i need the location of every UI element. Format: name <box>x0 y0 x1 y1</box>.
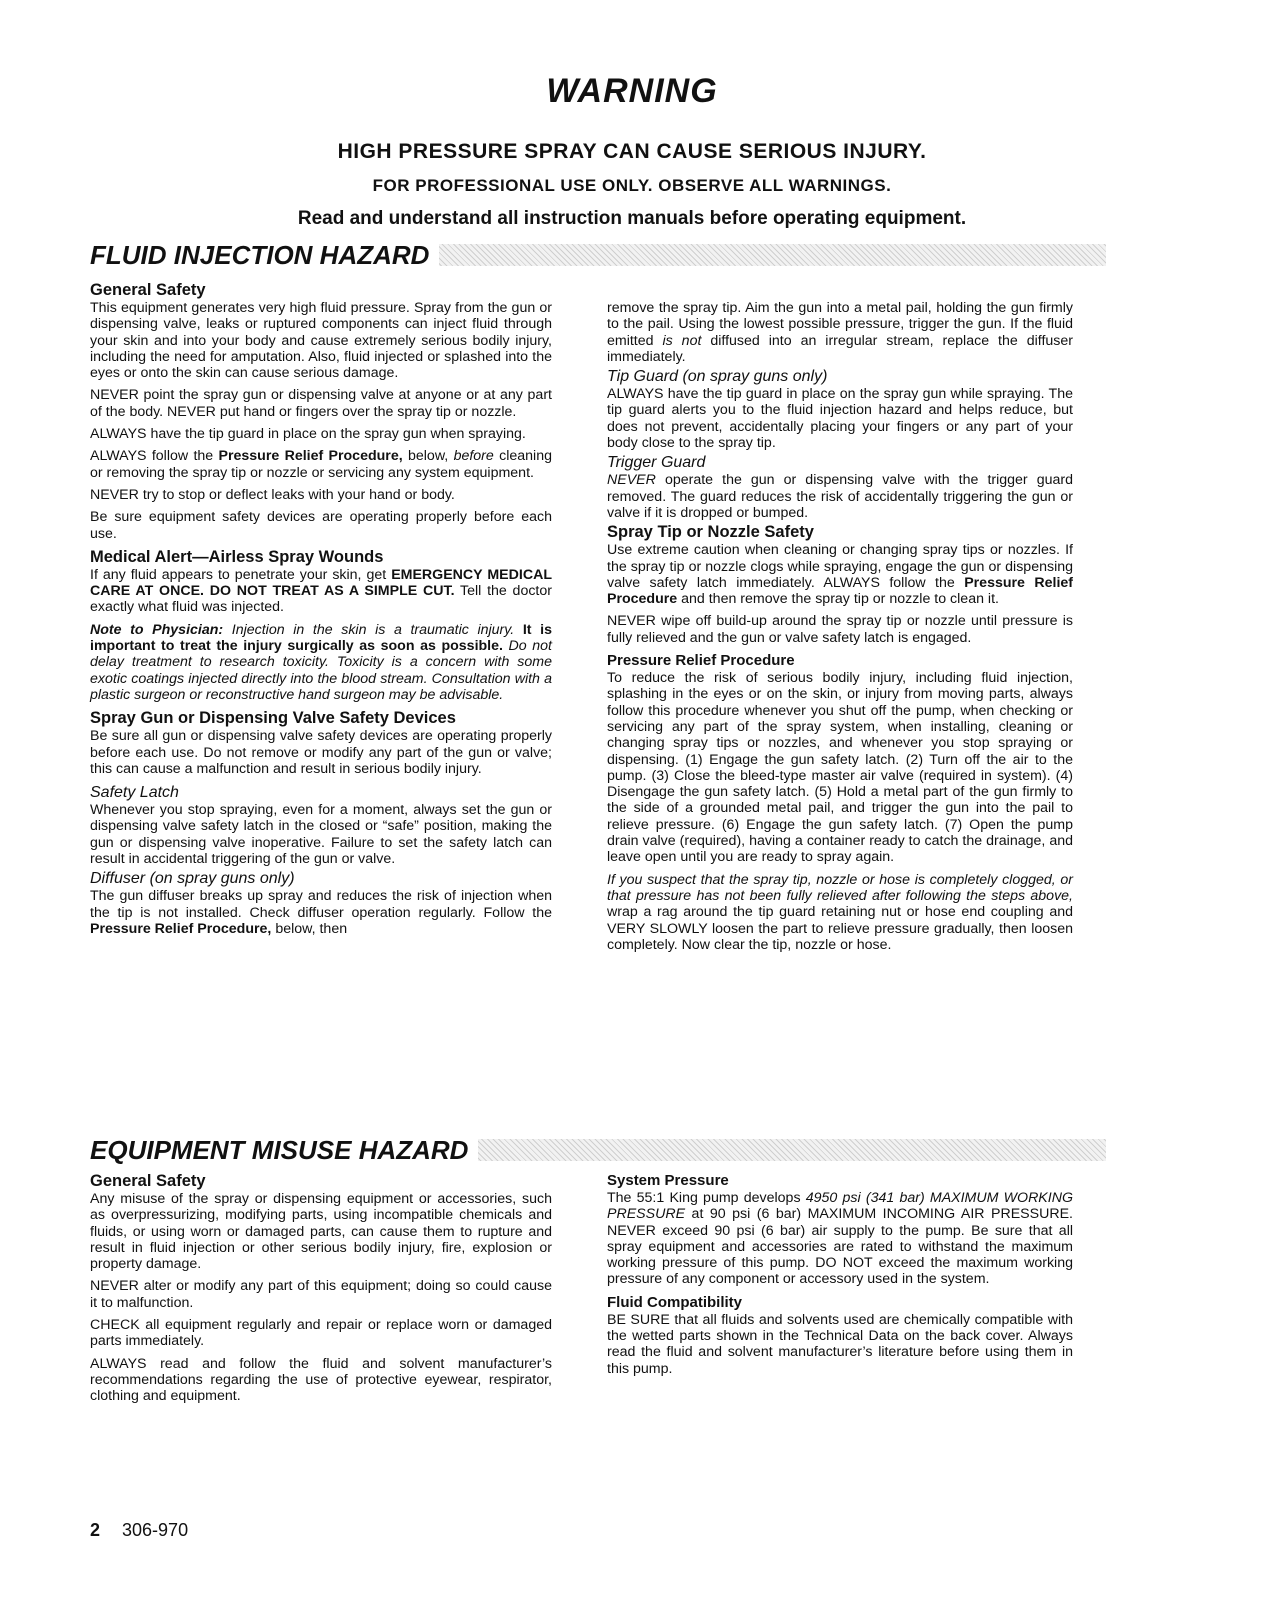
paragraph <box>607 872 1073 953</box>
paragraph: Be sure equipment safety devices are operating properly before each use. <box>90 509 552 542</box>
text: Injection in the skin is a traumatic injury. <box>223 621 523 638</box>
paragraph <box>607 542 1073 607</box>
general-safety-heading: General Safety <box>90 1172 206 1190</box>
paragraph: Whenever you stop spraying, even for a moment, always set the gun or dispensing valve safety latch in the closed or “safe” position, making the gun or dispensing valve inoperative. Failure to set the safety latch can result in accidental triggering of the gun or valve. <box>90 802 552 868</box>
page-footer <box>90 1520 188 1541</box>
text: Note to Physician: <box>90 621 224 638</box>
fluid-compatibility-heading: Fluid Compatibility <box>607 1293 742 1311</box>
medical-alert-heading: Medical Alert—Airless Spray Wounds <box>90 547 384 566</box>
paragraph: CHECK all equipment regularly and repair or replace worn or damaged parts immediately. <box>90 1317 552 1350</box>
text: It is important to treat the injury surgically as soon as possible. <box>90 621 552 655</box>
paragraph: NEVER try to stop or deflect leaks with your hand or body. <box>90 486 455 503</box>
text: If any fluid appears to penetrate your skin, get <box>90 566 392 583</box>
paragraph: NEVER point the spray gun or dispensing valve at anyone or at any part of the body. NEVER put hand or fingers over the spray tip or nozzle. <box>90 387 552 420</box>
paragraph <box>90 448 552 481</box>
text: and then remove the spray tip or nozzle to clean it. <box>677 591 999 608</box>
equipment-misuse-title: EQUIPMENT MISUSE HAZARD <box>90 1135 478 1165</box>
tip-guard-heading: Tip Guard (on spray guns only) <box>607 368 828 386</box>
text: operate the gun or dispensing valve with the trigger guard removed. The guard reduces the risk of accidentally triggering the gun or valve if it is dropped or bumped. <box>607 472 1073 521</box>
fluid-injection-title: FLUID INJECTION HAZARD <box>90 240 439 270</box>
warning-line-3: Read and understand all instruction manuals before operating equipment. <box>297 208 967 229</box>
pressure-relief-ref: Pressure Relief Procedure, <box>90 920 272 937</box>
paragraph <box>90 567 552 616</box>
fluid-injection-section-header <box>90 240 1106 270</box>
text: NEVER <box>607 472 656 489</box>
text: EMERGENCY MEDICAL CARE AT ONCE. DO NOT TREAT AS A SIMPLE CUT. <box>90 566 552 600</box>
diffuser-heading: Diffuser (on spray guns only) <box>90 870 295 888</box>
safety-latch-heading: Safety Latch <box>90 784 179 802</box>
text: is not <box>662 332 702 349</box>
text: before <box>453 448 494 465</box>
pressure-relief-ref: Pressure Relief Procedure, <box>218 448 403 465</box>
text: ALWAYS follow the <box>90 448 219 465</box>
text: Use extreme caution when cleaning or changing spray tips or nozzles. If the spray tip or nozzle clogs while spraying, engage the gun or dispensing valve safety latch immediately. ALWAYS follow the <box>607 542 1073 591</box>
system-pressure-heading: System Pressure <box>607 1172 729 1189</box>
text: Do not delay treatment to research toxicity. Toxicity is a concern with some exotic coatings injected directly into the blood stream. Consultation with a plastic surgeon or reconstructive hand surgeon may be advisable. <box>90 638 552 703</box>
gun-safety-devices-heading: Spray Gun or Dispensing Valve Safety Devices <box>90 709 456 728</box>
paragraph: This equipment generates very high fluid pressure. Spray from the gun or dispensing valve, leaks or ruptured components can inject fluid through your skin and into your body and cause extremely serious bodily injury, including the need for amputation. Also, fluid injected or splashed into the eyes or onto the skin can cause serious damage. <box>90 300 552 382</box>
misuse-left-column <box>90 1170 552 1411</box>
paragraph: ALWAYS have the tip guard in place on the spray gun while spraying. The tip guard alerts you to the fluid injection hazard and helps reduce, but does not prevent, accidentally placing your fingers or any part of your body close to the spray tip. <box>607 386 1073 452</box>
misuse-right-column <box>607 1170 1073 1383</box>
text: Tell the doctor exactly what fluid was injected. <box>90 583 552 616</box>
paragraph <box>90 888 552 937</box>
paragraph <box>607 1190 1073 1288</box>
physician-note <box>90 622 552 703</box>
paragraph: NEVER wipe off build-up around the spray tip or nozzle until pressure is fully relieved and the gun or valve safety latch is engaged. <box>607 613 1073 646</box>
page-number: 2 <box>90 1520 101 1540</box>
paragraph: ALWAYS read and follow the fluid and solvent manufacturer’s recommendations regarding the use of protective eyewear, respirator, clothing and equipment. <box>90 1355 552 1405</box>
nozzle-safety-heading: Spray Tip or Nozzle Safety <box>607 523 814 542</box>
paragraph: BE SURE that all fluids and solvents used are chemically compatible with the wetted parts shown in the Technical Data on the back cover. Always read the fluid and solvent manufacturer’s literature before using them in this pump. <box>607 1311 1073 1377</box>
document-number: 306-970 <box>122 1520 189 1540</box>
text: diffused into an irregular stream, replace the diffuser immediately. <box>607 332 1073 365</box>
text: remove the spray tip. Aim the gun into a metal pail, holding the gun firmly to the pail. Using the lowest possible pressure, trigger the gun. If the fluid emitted <box>607 300 1073 349</box>
text: below, then <box>271 920 348 937</box>
paragraph: Be sure all gun or dispensing valve safety devices are operating properly before each use. Do not remove or modify any part of the gun or valve; this can cause a malfunction and result in serious bodily injury. <box>90 728 552 777</box>
trigger-guard-heading: Trigger Guard <box>607 454 706 472</box>
text: wrap a rag around the tip guard retaining nut or hose end coupling and VERY SLOWLY loosen the part to relieve pressure gradually, then loosen completely. Now clear the tip, nozzle or hose. <box>607 904 1073 953</box>
text: at 90 psi (6 bar) MAXIMUM INCOMING AIR PRESSURE. NEVER exceed 90 psi (6 bar) air supply to the pump. Be sure that all spray equipment and accessories are rated to withstand the maximum working pressure of this pump. DO NOT exceed the maximum working pressure of any component or accessory used in the system. <box>607 1206 1073 1288</box>
fluid-right-column <box>607 300 1073 959</box>
paragraph: NEVER alter or modify any part of this equipment; doing so could cause it to malfunction. <box>90 1278 552 1311</box>
pressure-relief-heading: Pressure Relief Procedure <box>607 652 795 670</box>
equipment-misuse-section-header <box>90 1135 1106 1165</box>
warning-line-2: FOR PROFESSIONAL USE ONLY. OBSERVE ALL WARNINGS. <box>372 176 892 195</box>
paragraph: ALWAYS have the tip guard in place on the spray gun when spraying. <box>90 426 526 443</box>
text: below, <box>402 448 454 465</box>
general-safety-heading: General Safety <box>90 281 206 299</box>
fluid-left-column <box>90 279 552 937</box>
paragraph <box>607 472 1073 521</box>
warning-line-1: HIGH PRESSURE SPRAY CAN CAUSE SERIOUS INJURY. <box>337 140 927 163</box>
text: The 55:1 King pump develops <box>607 1190 806 1206</box>
text: The gun diffuser breaks up spray and reduces the risk of injection when the tip is not installed. Check diffuser operation regularly. Follow the <box>90 888 552 921</box>
paragraph: To reduce the risk of serious bodily injury, including fluid injection, splashing in the eyes or on the skin, or injury from moving parts, always follow this procedure whenever you shut off the pump, when checking or servicing any part of the spray system, when installing, cleaning or changing spray tips or nozzles, and whenever you stop spraying or dispensing. (1) Engage the gun safety latch. (2) Turn off the air to the pump. (3) Close the bleed-type master air valve (required in system). (4) Disengage the gun safety latch. (5) Hold a metal part of the gun firmly to the side of a grounded metal pail, and trigger the gun into the pail to relieve pressure. (6) Engage the gun safety latch. (7) Open the pump drain valve (required), having a container ready to catch the drainage, and leave open until you are ready to spray again. <box>607 670 1073 866</box>
paragraph <box>607 300 1073 365</box>
text: cleaning or removing the spray tip or nozzle or servicing any system equipment. <box>90 448 552 481</box>
warning-title: WARNING <box>546 72 718 110</box>
pressure-relief-ref: Pressure Relief Procedure <box>607 574 1073 608</box>
text: 4950 psi (341 bar) MAXIMUM WORKING PRESSURE <box>607 1190 1073 1223</box>
text: If you suspect that the spray tip, nozzle or hose is completely clogged, or that pressure has not been fully relieved after following the steps above, <box>607 871 1073 904</box>
paragraph: Any misuse of the spray or dispensing equipment or accessories, such as overpressurizing, modifying parts, using incompatible chemicals and fluids, or using worn or damaged parts, can cause them to rupture and result in fluid injection or other serious bodily injury, fire, explosion or property damage. <box>90 1191 552 1273</box>
